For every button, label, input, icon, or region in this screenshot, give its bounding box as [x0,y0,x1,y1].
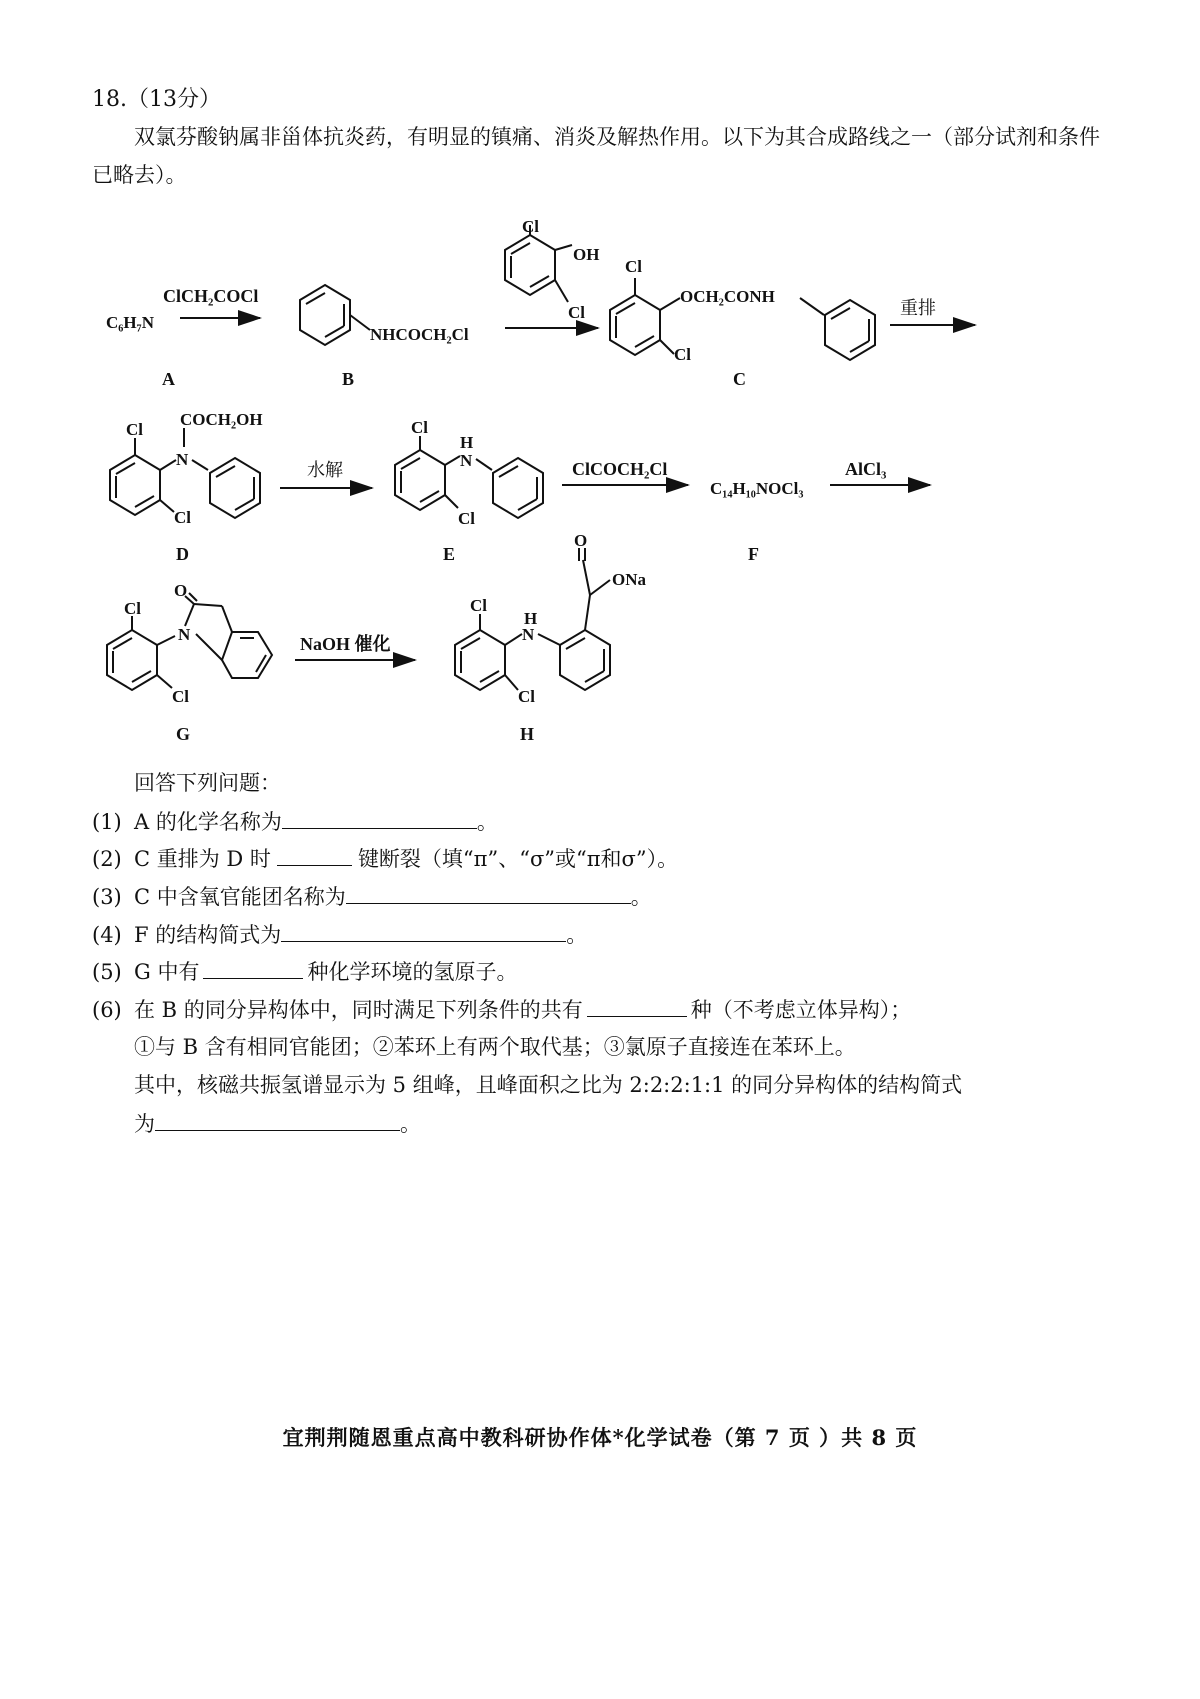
label-b: B [342,369,355,389]
n-e: N [460,451,473,470]
formula-f: C₁₄H₁₀NOCl₃ [710,479,804,498]
substituent-c: OCH₂CONH [680,287,775,306]
cl-e-bottom: Cl [458,509,475,528]
cl-c-top: Cl [625,257,642,276]
formula-a: C₆H₇N [106,313,154,332]
reagent-c-d: 重排 [900,298,936,319]
reagent-d-e: 水解 [307,460,343,481]
page-footer: 宜荆荆随恩重点高中教科研协作体*化学试卷（第 7 页 ）共 8 页 [282,1425,918,1450]
answer-blank-2[interactable] [277,843,352,866]
answer-blank-5[interactable] [203,956,303,979]
question-5: (5) G 中有 种化学环境的氢原子。 [92,956,517,987]
cl-h-bottom: Cl [518,687,535,706]
synthesis-scheme [0,0,1200,780]
answer-blank-1[interactable] [282,806,477,829]
answer-prompt: 回答下列问题： [134,771,281,795]
o-h-carbonyl: O [574,531,588,550]
answer-blank-6b[interactable] [155,1108,400,1131]
question-4: (4) F 的结构简式为 。 [92,919,587,950]
cl-h-top: Cl [470,596,487,615]
cl-c-bottom: Cl [674,345,691,364]
answer-blank-4[interactable] [281,919,566,942]
label-h: H [520,724,535,744]
cl-g-top: Cl [124,599,141,618]
h-e: H [460,433,474,452]
label-c: C [733,369,746,389]
cl-phenol-bottom: Cl [568,303,585,322]
n-d: N [176,450,189,469]
label-e: E [443,544,456,564]
question-2: (2) C 重排为 D 时 键断裂（填“π”、“σ”或“π和σ”）。 [92,843,678,874]
reagent-a-b: ClCH₂COCl [163,286,259,306]
q6-line2: 其中，核磁共振氢谱显示为 5 组峰，且峰面积之比为 2:2:2:1:1 的同分异构体的结构简式 [134,1073,963,1097]
substituent-d: COCH₂OH [180,410,263,429]
question-1: (1) A 的化学名称为 。 [92,806,498,837]
question-3: (3) C 中含氧官能团名称为 。 [92,881,652,912]
ona-h: ONa [612,570,646,589]
cl-d-top: Cl [126,420,143,439]
label-d: D [176,544,189,564]
reagent-g-h: NaOH 催化 [300,634,391,654]
h-h: H [524,609,538,628]
oh-phenol: OH [573,245,600,264]
answer-blank-6[interactable] [587,994,687,1017]
o-g: O [174,581,188,600]
answer-blank-3[interactable] [346,881,631,904]
reagent-e-f: ClCOCH₂Cl [572,459,668,479]
reagent-f-g: AlCl₃ [845,459,887,479]
question-6: (6) 在 B 的同分异构体中，同时满足下列条件的共有 种（不考虑立体异构）； [92,994,911,1025]
cl-d-bottom: Cl [174,508,191,527]
label-f: F [748,544,759,564]
cl-phenol-top: Cl [522,217,539,236]
n-h: N [522,625,535,644]
question-intro: 双氯芬酸钠属非甾体抗炎药，有明显的镇痛、消炎及解热作用。以下为其合成路线之一（部分试剂和条件已略去）。 [92,125,1100,187]
q6-conditions: ①与 B 含有相同官能团；②苯环上有两个取代基；③氯原子直接连在苯环上。 [134,1035,856,1059]
substituent-b: NHCOCH₂Cl [370,325,469,344]
n-g: N [178,625,191,644]
label-g: G [176,724,191,744]
cl-e-top: Cl [411,418,428,437]
q6-line3: 为 。 [134,1108,421,1139]
label-a: A [162,369,175,389]
cl-g-bottom: Cl [172,687,189,706]
question-header: 18.（13分） [92,87,221,112]
